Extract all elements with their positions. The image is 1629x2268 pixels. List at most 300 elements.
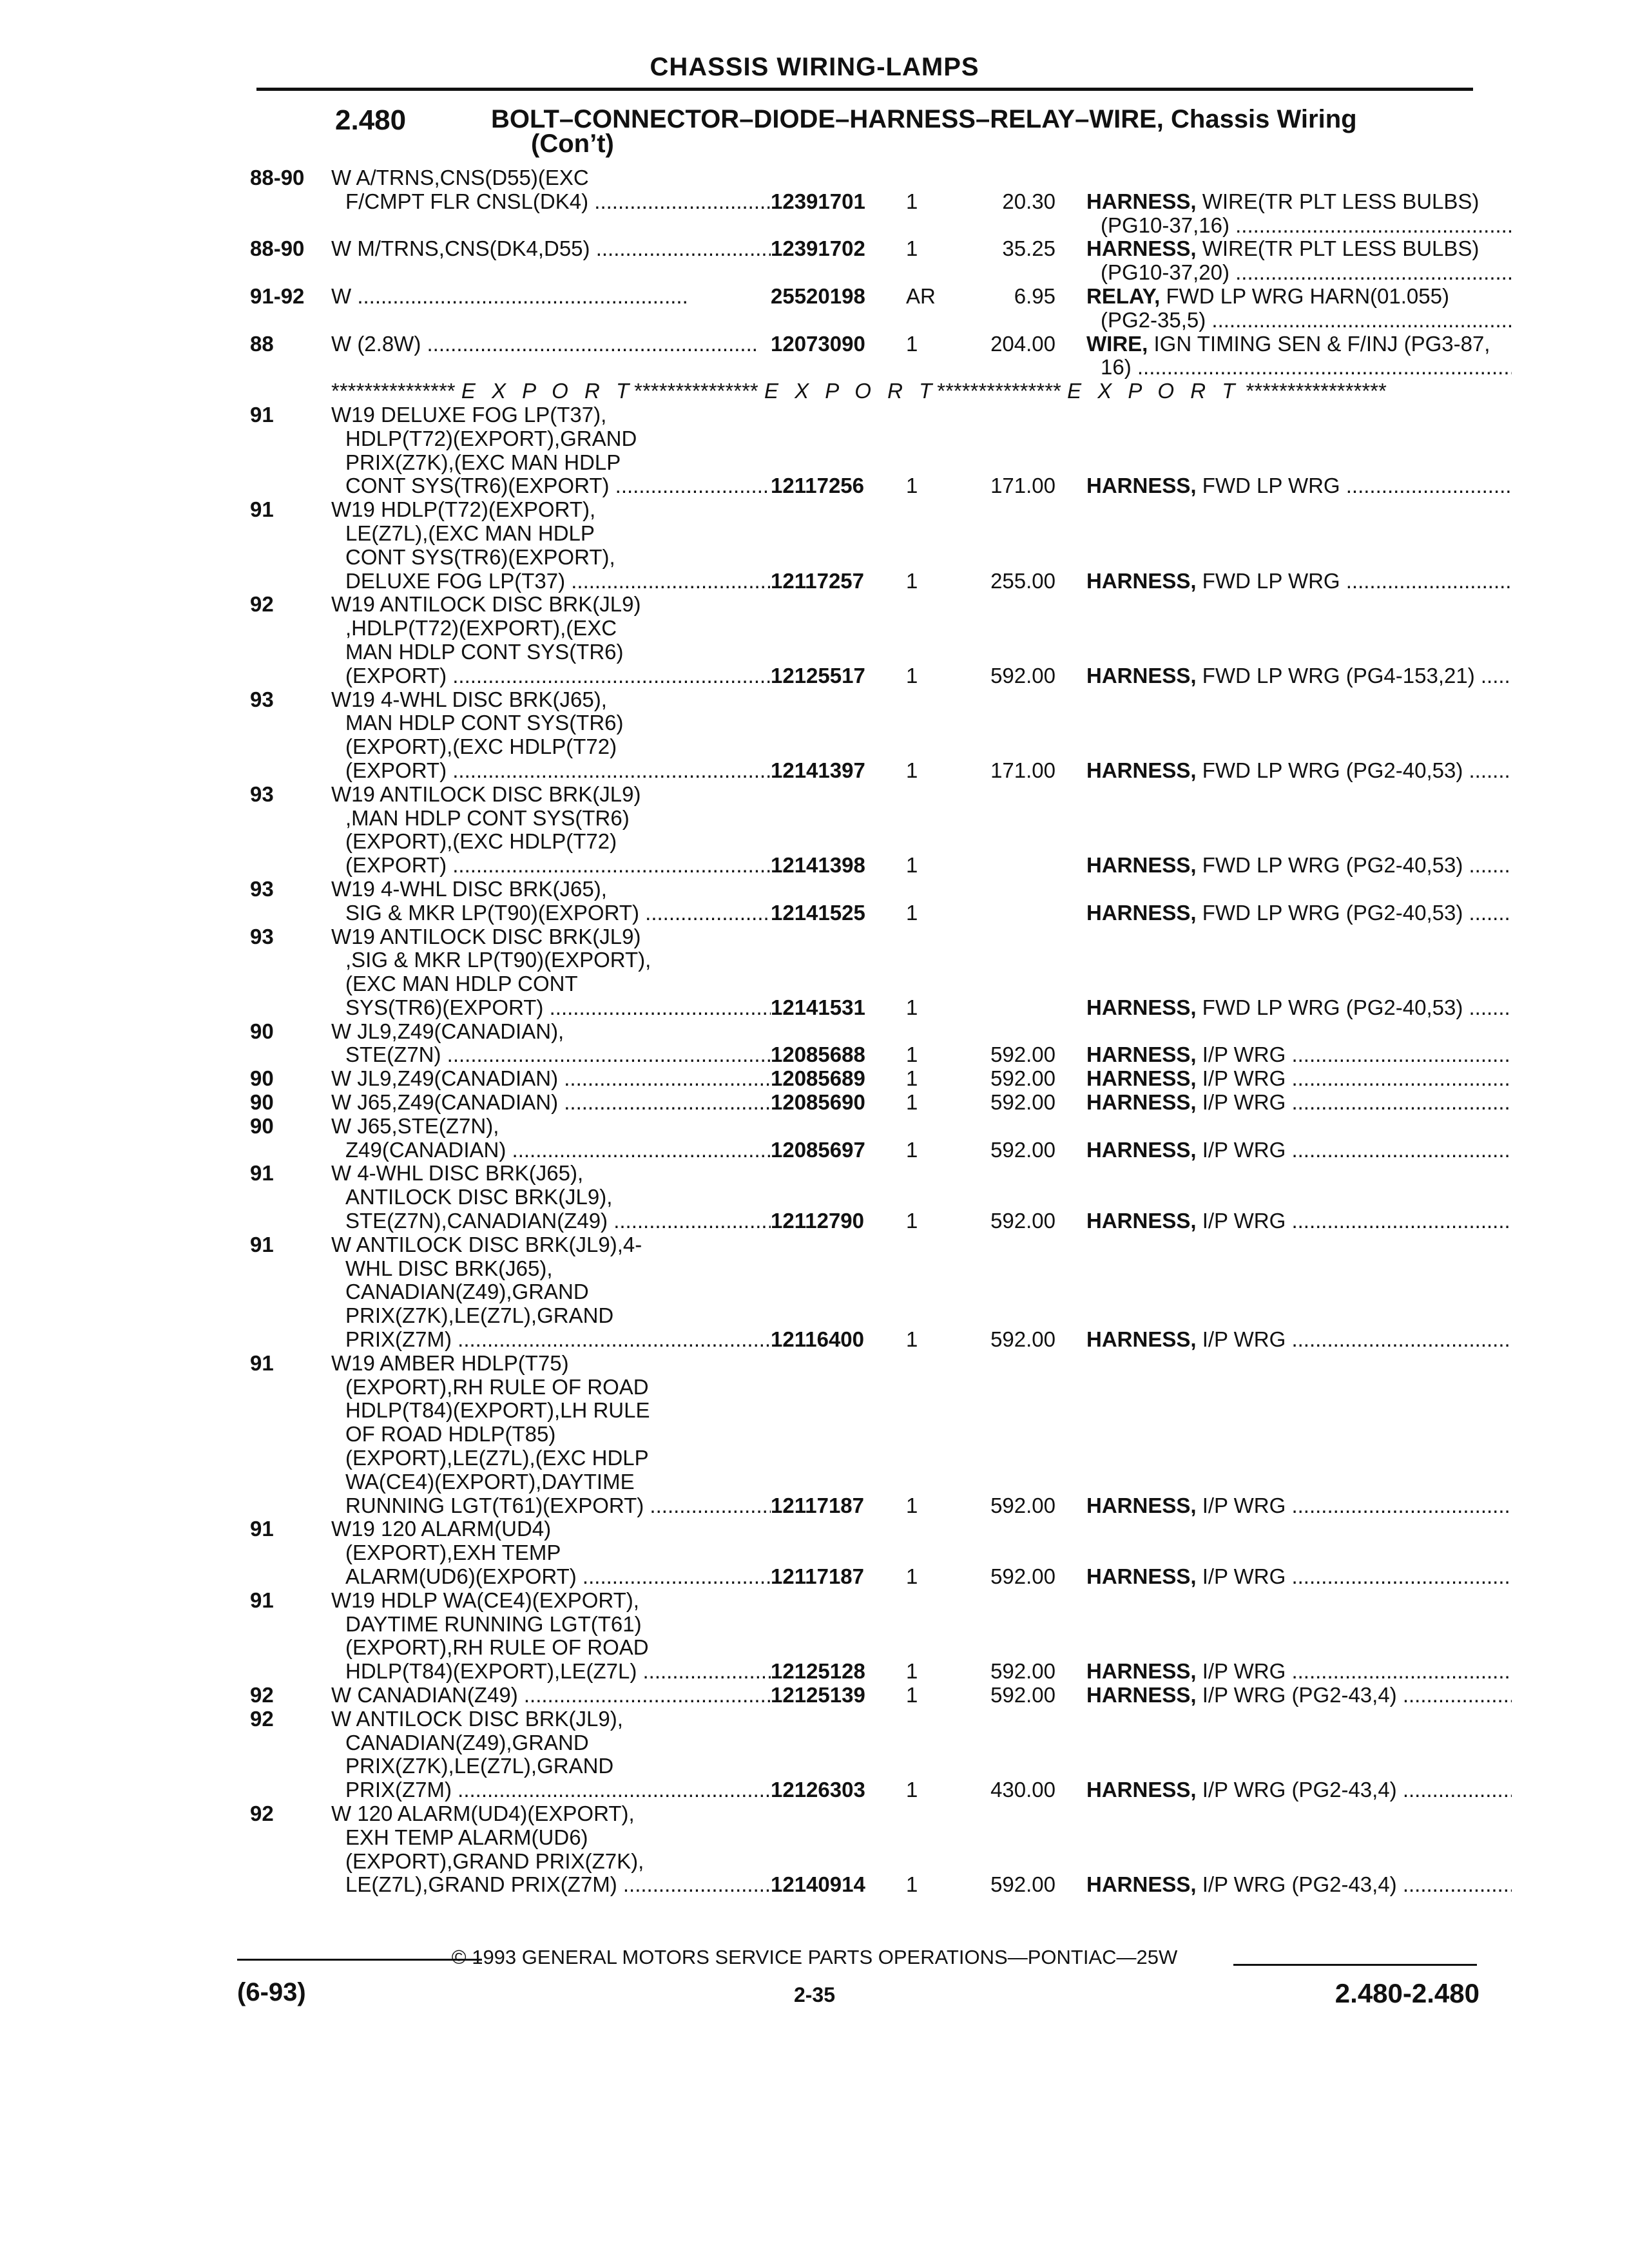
part-name	[1086, 1494, 1512, 1518]
description-line: F/CMPT FLR CNSL(DK4) .....	[331, 190, 771, 214]
part-name-detail: FWD LP WRG (PG2-40,53)	[1202, 901, 1463, 925]
header-rule	[256, 88, 1473, 91]
part-name-main: RELAY,	[1086, 284, 1161, 308]
description-line: W19 4-WHL DISC BRK(J65),	[331, 687, 607, 711]
part-name-line	[1086, 854, 1512, 878]
part-name-line	[1086, 759, 1512, 783]
part-entry	[250, 593, 1481, 687]
part-name-line	[1086, 1209, 1512, 1233]
description-line: STE(Z7N) .....	[331, 1043, 771, 1067]
model-years: 91	[250, 1517, 274, 1541]
description-line: W (2.8W) .....	[331, 332, 771, 356]
model-years: 90	[250, 1090, 274, 1115]
description-line: HDLP(T84)(EXPORT),LH RULE	[345, 1399, 650, 1423]
part-entry	[250, 1162, 1481, 1233]
usage-description	[331, 878, 771, 925]
part-name-line	[1086, 1043, 1512, 1067]
model-years: 91	[250, 1588, 274, 1612]
part-name-detail: IGN TIMING SEN & F/INJ (PG3-87,	[1153, 332, 1490, 356]
usage-description	[331, 166, 771, 214]
description-line: (EXPORT),(EXC HDLP(T72)	[345, 735, 617, 759]
description-line: W19 AMBER HDLP(T75)	[331, 1351, 569, 1375]
description-line: Z49(CANADIAN) .....	[331, 1139, 771, 1162]
part-entry	[250, 166, 1481, 237]
part-entry	[250, 1707, 1481, 1802]
usage-description	[331, 1684, 771, 1707]
description-line: PRIX(Z7K),LE(Z7L),GRAND	[345, 1304, 614, 1328]
price: 592.00	[990, 1090, 1055, 1115]
part-number: 12141531	[771, 995, 865, 1019]
price: 592.00	[990, 663, 1055, 687]
parts-list	[250, 166, 1490, 1897]
part-name	[1086, 664, 1512, 688]
description-line: WHL DISC BRK(J65),	[345, 1256, 553, 1280]
part-name-detail: FWD LP WRG	[1202, 474, 1340, 498]
price: 171.00	[990, 758, 1055, 782]
description-line: RUNNING LGT(T61)(EXPORT) .....	[331, 1494, 771, 1518]
part-name-main: HARNESS,	[1086, 569, 1197, 593]
description-line: W M/TRNS,CNS(DK4,D55) .....	[331, 237, 771, 261]
quantity: 1	[906, 1872, 918, 1897]
part-name-main: HARNESS,	[1086, 1043, 1197, 1067]
part-name-line	[1086, 237, 1512, 261]
part-number: 12391702	[771, 236, 865, 261]
usage-description	[331, 925, 771, 1020]
description-line: MAN HDLP CONT SYS(TR6)	[345, 711, 624, 735]
export-stars: ***************	[937, 380, 1068, 403]
model-years: 93	[250, 924, 274, 948]
part-name	[1086, 1043, 1512, 1067]
quantity: 1	[906, 1066, 918, 1091]
price: 35.25	[1002, 236, 1055, 261]
section-title	[491, 107, 1458, 156]
part-name-detail: I/P WRG	[1202, 1565, 1286, 1589]
quantity: 1	[906, 236, 918, 261]
description-line: ,SIG & MKR LP(T90)(EXPORT),	[345, 948, 651, 972]
part-name	[1086, 1873, 1512, 1897]
part-name-detail: I/P WRG	[1202, 1209, 1286, 1233]
description-line: SIG & MKR LP(T90)(EXPORT) .....	[331, 901, 771, 925]
part-name-detail: (PG10-37,20)	[1101, 261, 1229, 285]
quantity: 1	[906, 474, 918, 498]
description-line: W19 4-WHL DISC BRK(J65),	[331, 877, 607, 901]
model-years: 92	[250, 592, 274, 617]
part-name-line	[1086, 901, 1512, 925]
usage-description	[331, 403, 771, 498]
price: 592.00	[990, 1872, 1055, 1897]
part-name	[1086, 1660, 1512, 1684]
part-entry	[250, 688, 1481, 783]
quantity: 1	[906, 853, 918, 878]
usage-description	[331, 498, 771, 593]
quantity: 1	[906, 995, 918, 1019]
part-name	[1086, 1565, 1512, 1589]
part-name-main: HARNESS,	[1086, 1660, 1197, 1684]
quantity: 1	[906, 1778, 918, 1802]
description-line: (EXPORT),GRAND PRIX(Z7K),	[345, 1849, 644, 1873]
part-name-detail: I/P WRG (PG2-43,4)	[1202, 1778, 1397, 1802]
description-line: W 4-WHL DISC BRK(J65),	[331, 1162, 584, 1186]
quantity: AR	[906, 284, 936, 308]
part-name-line	[1086, 1660, 1512, 1684]
part-name	[1086, 474, 1512, 498]
part-number: 12117187	[771, 1493, 865, 1517]
description-line: (EXC MAN HDLP CONT	[345, 972, 578, 996]
part-number: 12125139	[771, 1683, 865, 1707]
description-line: ANTILOCK DISC BRK(JL9),	[345, 1186, 613, 1209]
description-line: W19 ANTILOCK DISC BRK(JL9)	[331, 925, 641, 948]
description-line: W19 DELUXE FOG LP(T37),	[331, 403, 607, 427]
description-line: W JL9,Z49(CANADIAN),	[331, 1019, 564, 1043]
part-name-main: HARNESS,	[1086, 1494, 1197, 1517]
description-line: W ANTILOCK DISC BRK(JL9),	[331, 1707, 623, 1731]
part-name-detail: FWD LP WRG	[1202, 569, 1340, 593]
price: 255.00	[990, 568, 1055, 593]
part-number: 12073090	[771, 331, 865, 356]
description-line: (EXPORT),RH RULE OF ROAD	[345, 1375, 649, 1399]
part-name	[1086, 570, 1512, 593]
description-line: (EXPORT) .....	[331, 759, 771, 783]
usage-description	[331, 1162, 771, 1233]
description-line: SYS(TR6)(EXPORT) .....	[331, 996, 771, 1020]
part-name-line	[1086, 1684, 1512, 1707]
part-entry	[250, 1352, 1481, 1518]
part-name-detail: FWD LP WRG (PG2-40,53)	[1202, 854, 1463, 878]
description-line: (EXPORT),LE(Z7L),(EXC HDLP	[345, 1446, 649, 1470]
part-number: 12125128	[771, 1659, 865, 1684]
quantity: 1	[906, 1493, 918, 1517]
part-name	[1086, 901, 1512, 925]
price: 592.00	[990, 1137, 1055, 1162]
price: 592.00	[990, 1493, 1055, 1517]
part-entry	[250, 878, 1481, 925]
part-name-line	[1086, 1328, 1512, 1352]
part-name	[1086, 237, 1512, 285]
part-name	[1086, 759, 1512, 783]
price: 430.00	[990, 1778, 1055, 1802]
description-line: DAYTIME RUNNING LGT(T61)	[345, 1612, 642, 1636]
part-name-main: HARNESS,	[1086, 1565, 1197, 1589]
footer-date-code: (6-93)	[237, 1978, 306, 2006]
quantity: 1	[906, 331, 918, 356]
part-name	[1086, 332, 1512, 380]
description-line: ,MAN HDLP CONT SYS(TR6)	[345, 806, 630, 830]
description-line: HDLP(T84)(EXPORT),LE(Z7L) .....	[331, 1660, 771, 1684]
part-name-main: HARNESS,	[1086, 1091, 1197, 1115]
part-name-line	[1086, 332, 1512, 356]
usage-description	[331, 1091, 771, 1115]
usage-description	[331, 1067, 771, 1091]
price: 20.30	[1002, 189, 1055, 213]
quantity: 1	[906, 758, 918, 782]
price: 6.95	[1014, 284, 1055, 308]
part-name-line	[1086, 664, 1512, 688]
model-years: 90	[250, 1019, 274, 1043]
part-name	[1086, 996, 1512, 1020]
part-name-detail: I/P WRG	[1202, 1067, 1286, 1091]
description-line: CANADIAN(Z49),GRAND	[345, 1280, 589, 1304]
part-name-line	[1086, 214, 1512, 238]
part-name-main: HARNESS,	[1086, 1209, 1197, 1233]
description-line: W J65,STE(Z7N),	[331, 1114, 499, 1138]
quantity: 1	[906, 1209, 918, 1233]
page-header: CHASSIS WIRING-LAMPS	[650, 53, 979, 81]
section-title-line: BOLT–CONNECTOR–DIODE–HARNESS–RELAY–WIRE, Chassis Wiring	[491, 105, 1357, 133]
footer-section-range: 2.480-2.480	[1335, 1978, 1480, 2008]
part-name-main: HARNESS,	[1086, 1684, 1197, 1707]
usage-description	[331, 1352, 771, 1518]
part-entry	[250, 331, 1490, 380]
part-name-detail: 16)	[1101, 356, 1132, 380]
section-number: 2.480	[335, 104, 407, 136]
part-number: 12141397	[771, 758, 865, 782]
quantity: 1	[906, 568, 918, 593]
model-years: 88	[250, 331, 274, 356]
part-name-main: HARNESS,	[1086, 1067, 1197, 1091]
part-name-line	[1086, 1565, 1512, 1589]
export-divider	[250, 380, 1481, 403]
part-entry	[250, 1115, 1481, 1162]
usage-description	[331, 1802, 771, 1897]
part-name-detail: I/P WRG	[1202, 1328, 1286, 1352]
description-line: W19 HDLP(T72)(EXPORT),	[331, 498, 596, 522]
footer-page-number: 2-35	[793, 1983, 836, 2006]
part-entry	[250, 1802, 1481, 1897]
part-name-line	[1086, 356, 1512, 380]
part-name	[1086, 1684, 1512, 1707]
part-number: 12112790	[771, 1209, 865, 1233]
usage-description	[331, 688, 771, 783]
part-number: 12085690	[771, 1090, 865, 1115]
model-years: 91	[250, 402, 274, 427]
part-number: 12085688	[771, 1043, 865, 1067]
section-title-continued: (Con’t)	[531, 130, 614, 158]
description-line: LE(Z7L),(EXC MAN HDLP	[345, 521, 595, 545]
part-name	[1086, 190, 1512, 238]
description-line: (EXPORT) .....	[331, 854, 771, 878]
part-name	[1086, 1139, 1512, 1162]
model-years: 92	[250, 1802, 274, 1825]
description-line: (EXPORT),(EXC HDLP(T72)	[345, 830, 617, 854]
description-line: (EXPORT),EXH TEMP	[345, 1541, 561, 1565]
description-line: PRIX(Z7M) .....	[331, 1778, 771, 1802]
part-number: 12140914	[771, 1872, 865, 1897]
part-name-line	[1086, 261, 1512, 285]
usage-description	[331, 1233, 771, 1352]
part-name-detail: FWD LP WRG (PG2-40,53)	[1202, 995, 1463, 1019]
part-number: 12141525	[771, 900, 865, 925]
usage-description	[331, 783, 771, 878]
quantity: 1	[906, 1564, 918, 1589]
part-name-detail: I/P WRG (PG2-43,4)	[1202, 1873, 1397, 1897]
quantity: 1	[906, 1683, 918, 1707]
part-entry	[250, 783, 1481, 878]
footer-rule-right	[1233, 1964, 1477, 1966]
description-line: W J65,Z49(CANADIAN) .....	[331, 1091, 771, 1115]
part-name-line	[1086, 1873, 1512, 1897]
description-line: W19 120 ALARM(UD4)	[331, 1517, 552, 1541]
part-name-line	[1086, 309, 1512, 332]
part-number: 25520198	[771, 284, 865, 308]
usage-description	[331, 593, 771, 687]
usage-description	[331, 1589, 771, 1684]
part-name-main: HARNESS,	[1086, 664, 1197, 687]
description-line: W19 ANTILOCK DISC BRK(JL9)	[331, 593, 641, 617]
part-name-line	[1086, 1778, 1512, 1802]
footer-copyright: © 1993 GENERAL MOTORS SERVICE PARTS OPERATIONS—PONTIAC—25W	[451, 1946, 1178, 1968]
description-line: OF ROAD HDLP(T85)	[345, 1423, 556, 1446]
description-line: PRIX(Z7M) .....	[331, 1328, 771, 1352]
description-line: DELUXE FOG LP(T37) .....	[331, 570, 771, 593]
quantity: 1	[906, 663, 918, 687]
part-name-detail: I/P WRG	[1202, 1660, 1286, 1684]
model-years: 90	[250, 1113, 274, 1138]
description-line: CONT SYS(TR6)(EXPORT) .....	[331, 474, 771, 498]
description-line: W19 HDLP WA(CE4)(EXPORT),	[331, 1588, 639, 1612]
description-line: WA(CE4)(EXPORT),DAYTIME	[345, 1470, 635, 1494]
part-name-detail: I/P WRG (PG2-43,4)	[1202, 1684, 1397, 1707]
part-name-detail: I/P WRG	[1202, 1043, 1286, 1067]
export-label: E X P O R T	[1067, 380, 1240, 403]
model-years: 90	[250, 1066, 274, 1091]
price: 592.00	[990, 1564, 1055, 1589]
part-number: 12117257	[771, 568, 865, 593]
part-name-main: HARNESS,	[1086, 901, 1197, 925]
part-name-detail: I/P WRG	[1202, 1138, 1286, 1162]
part-name-main: HARNESS,	[1086, 995, 1197, 1019]
part-name	[1086, 1067, 1512, 1091]
description-line: CONT SYS(TR6)(EXPORT),	[345, 545, 615, 569]
description-line: ,HDLP(T72)(EXPORT),(EXC	[345, 617, 617, 640]
description-line: STE(Z7N),CANADIAN(Z49) .....	[331, 1209, 771, 1233]
description-line: CANADIAN(Z49),GRAND	[345, 1731, 589, 1754]
usage-description	[331, 1020, 771, 1068]
part-name-line	[1086, 1091, 1512, 1115]
model-years: 93	[250, 876, 274, 901]
part-number: 12391701	[771, 189, 865, 213]
usage-description	[331, 237, 771, 261]
price: 592.00	[990, 1066, 1055, 1091]
part-number: 12085689	[771, 1066, 865, 1091]
usage-description	[331, 1115, 771, 1162]
description-line: MAN HDLP CONT SYS(TR6)	[345, 640, 624, 664]
part-name-detail: FWD LP WRG HARN(01.055)	[1166, 284, 1449, 308]
quantity: 1	[906, 1659, 918, 1684]
part-name-detail: WIRE(TR PLT LESS BULBS)	[1202, 189, 1480, 213]
part-name-line	[1086, 570, 1512, 593]
quantity: 1	[906, 900, 918, 925]
part-name-detail: (PG2-35,5)	[1101, 308, 1206, 332]
part-entry	[250, 498, 1481, 593]
description-line: (EXPORT) .....	[331, 664, 771, 688]
price: 171.00	[990, 474, 1055, 498]
description-line: (EXPORT),RH RULE OF ROAD	[345, 1636, 649, 1660]
model-years: 93	[250, 687, 274, 711]
part-entry	[250, 1517, 1481, 1588]
part-entry	[250, 1091, 1481, 1115]
part-entry	[250, 1684, 1481, 1707]
part-number: 12085697	[771, 1137, 865, 1162]
model-years: 88-90	[250, 236, 305, 261]
part-number: 12125517	[771, 663, 865, 687]
export-label: E X P O R T	[764, 380, 938, 403]
price: 592.00	[990, 1659, 1055, 1684]
part-name-detail: WIRE(TR PLT LESS BULBS)	[1202, 237, 1480, 261]
part-entry	[250, 1067, 1481, 1091]
part-name	[1086, 1209, 1512, 1233]
description-line: W .....	[331, 285, 771, 309]
description-line: W CANADIAN(Z49) .....	[331, 1684, 771, 1707]
part-name-main: WIRE,	[1086, 332, 1148, 356]
part-name-main: HARNESS,	[1086, 1873, 1197, 1897]
model-years: 91-92	[250, 284, 305, 308]
part-number: 12141398	[771, 853, 865, 878]
description-line: PRIX(Z7K),LE(Z7L),GRAND	[345, 1754, 614, 1778]
part-name-detail: (PG10-37,16)	[1101, 213, 1229, 237]
part-name	[1086, 1091, 1512, 1115]
description-line: W A/TRNS,CNS(D55)(EXC	[331, 166, 589, 189]
part-name	[1086, 1778, 1512, 1802]
description-line: W JL9,Z49(CANADIAN) .....	[331, 1067, 771, 1091]
part-entry	[250, 1020, 1481, 1068]
part-name-line	[1086, 1494, 1512, 1518]
price: 592.00	[990, 1683, 1055, 1707]
part-entry	[250, 285, 1481, 332]
part-name-detail: I/P WRG	[1202, 1494, 1286, 1517]
part-entry	[250, 237, 1481, 285]
part-name-main: HARNESS,	[1086, 854, 1197, 878]
description-line: LE(Z7L),GRAND PRIX(Z7M) .....	[331, 1873, 771, 1897]
part-entry	[250, 1233, 1481, 1352]
quantity: 1	[906, 1090, 918, 1115]
usage-description	[331, 332, 771, 356]
export-stars: *****************	[1240, 380, 1387, 403]
model-years: 93	[250, 782, 274, 806]
part-name	[1086, 285, 1512, 332]
part-name-main: HARNESS,	[1086, 1138, 1197, 1162]
part-name-detail: I/P WRG	[1202, 1091, 1286, 1115]
model-years: 92	[250, 1706, 274, 1731]
description-line: W 120 ALARM(UD4)(EXPORT),	[331, 1802, 635, 1825]
description-line: PRIX(Z7K),(EXC MAN HDLP	[345, 450, 621, 474]
part-name-main: HARNESS,	[1086, 758, 1197, 782]
part-name-detail: FWD LP WRG (PG2-40,53)	[1202, 758, 1463, 782]
export-stars: ***************	[331, 380, 461, 403]
part-number: 12126303	[771, 1778, 865, 1802]
model-years: 91	[250, 1232, 274, 1256]
export-stars: ***************	[634, 380, 764, 403]
part-name-line	[1086, 1139, 1512, 1162]
part-number: 12117187	[771, 1564, 865, 1589]
quantity: 1	[906, 1137, 918, 1162]
part-entry	[250, 925, 1481, 1020]
quantity: 1	[906, 1043, 918, 1067]
price: 592.00	[990, 1327, 1055, 1352]
part-name-line	[1086, 996, 1512, 1020]
quantity: 1	[906, 189, 918, 213]
part-name-main: HARNESS,	[1086, 1778, 1197, 1802]
part-entry	[250, 403, 1481, 498]
part-name-detail: FWD LP WRG (PG4-153,21)	[1202, 664, 1475, 687]
part-name-main: HARNESS,	[1086, 1328, 1197, 1352]
model-years: 88-90	[250, 166, 305, 189]
part-number: 12117256	[771, 474, 865, 498]
model-years: 91	[250, 1350, 274, 1375]
part-name-line	[1086, 190, 1512, 214]
description-line: W19 ANTILOCK DISC BRK(JL9)	[331, 782, 641, 806]
part-name-main: HARNESS,	[1086, 237, 1197, 261]
part-name-line	[1086, 285, 1512, 309]
